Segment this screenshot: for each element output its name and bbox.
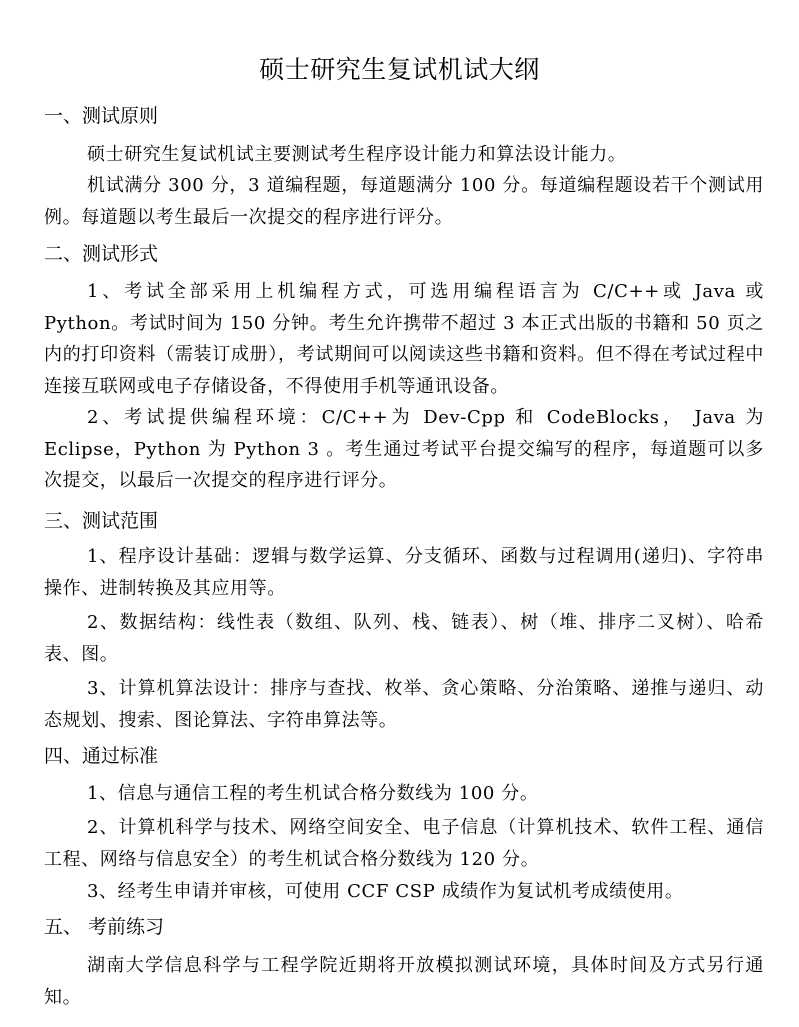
paragraph: 1、程序设计基础：逻辑与数学运算、分支循环、函数与过程调用(递归)、字符串操作、进制转换及其应用等。 <box>44 546 764 599</box>
paragraph: 1、信息与通信工程的考生机试合格分数线为 100 分。 <box>87 783 539 804</box>
paragraph: 3、计算机算法设计：排序与查找、枚举、贪心策略、分治策略、递推与递归、动态规划、搜索、图论算法、字符串算法等。 <box>44 678 764 731</box>
section-heading-scope: 三、测试范围 <box>44 510 159 532</box>
section-heading-principles: 一、测试原则 <box>44 105 159 127</box>
paragraph: 2、数据结构：线性表（数组、队列、栈、链表）、树（堆、排序二叉树）、哈希表、图。 <box>44 612 764 665</box>
section-heading-passing-criteria: 四、通过标准 <box>44 745 159 767</box>
paragraph: 1、考试全部采用上机编程方式，可选用编程语言为 C/C++或 Java 或 Python。考试时间为 150 分钟。考生允许携带不超过 3 本正式出版的书籍和 50 页之内的打印资料（需装订成册），考试期间可以阅读这些书籍和资料。但不得在考试过程中连接互联网或电子存储设备，不得使用手机等通讯设备。 <box>44 281 764 397</box>
section-heading-format: 二、测试形式 <box>44 243 159 265</box>
document-title: 硕士研究生复试机试大纲 <box>259 55 540 84</box>
paragraph: 硕士研究生复试机试主要测试考生程序设计能力和算法设计能力。 <box>87 144 627 165</box>
paragraph: 湖南大学信息科学与工程学院近期将开放模拟测试环境，具体时间及方式另行通知。 <box>44 955 764 1008</box>
section-heading-practice: 五、 考前练习 <box>44 916 165 938</box>
paragraph: 机试满分 300 分，3 道编程题，每道题满分 100 分。每道编程题设若干个测试用例。每道题以考生最后一次提交的程序进行评分。 <box>44 175 764 228</box>
paragraph: 3、经考生申请并审核，可使用 CCF CSP 成绩作为复试机考成绩使用。 <box>87 881 684 902</box>
paragraph: 2、考试提供编程环境：C/C++为 Dev-Cpp 和 CodeBlocks， Java 为 Eclipse，Python 为 Python 3 。考生通过考试平台提交编写的程序，每道题可以多次提交，以最后一次提交的程序进行评分。 <box>44 407 764 491</box>
paragraph: 2、计算机科学与技术、网络空间安全、电子信息（计算机技术、软件工程、通信工程、网络与信息安全）的考生机试合格分数线为 120 分。 <box>44 817 764 870</box>
